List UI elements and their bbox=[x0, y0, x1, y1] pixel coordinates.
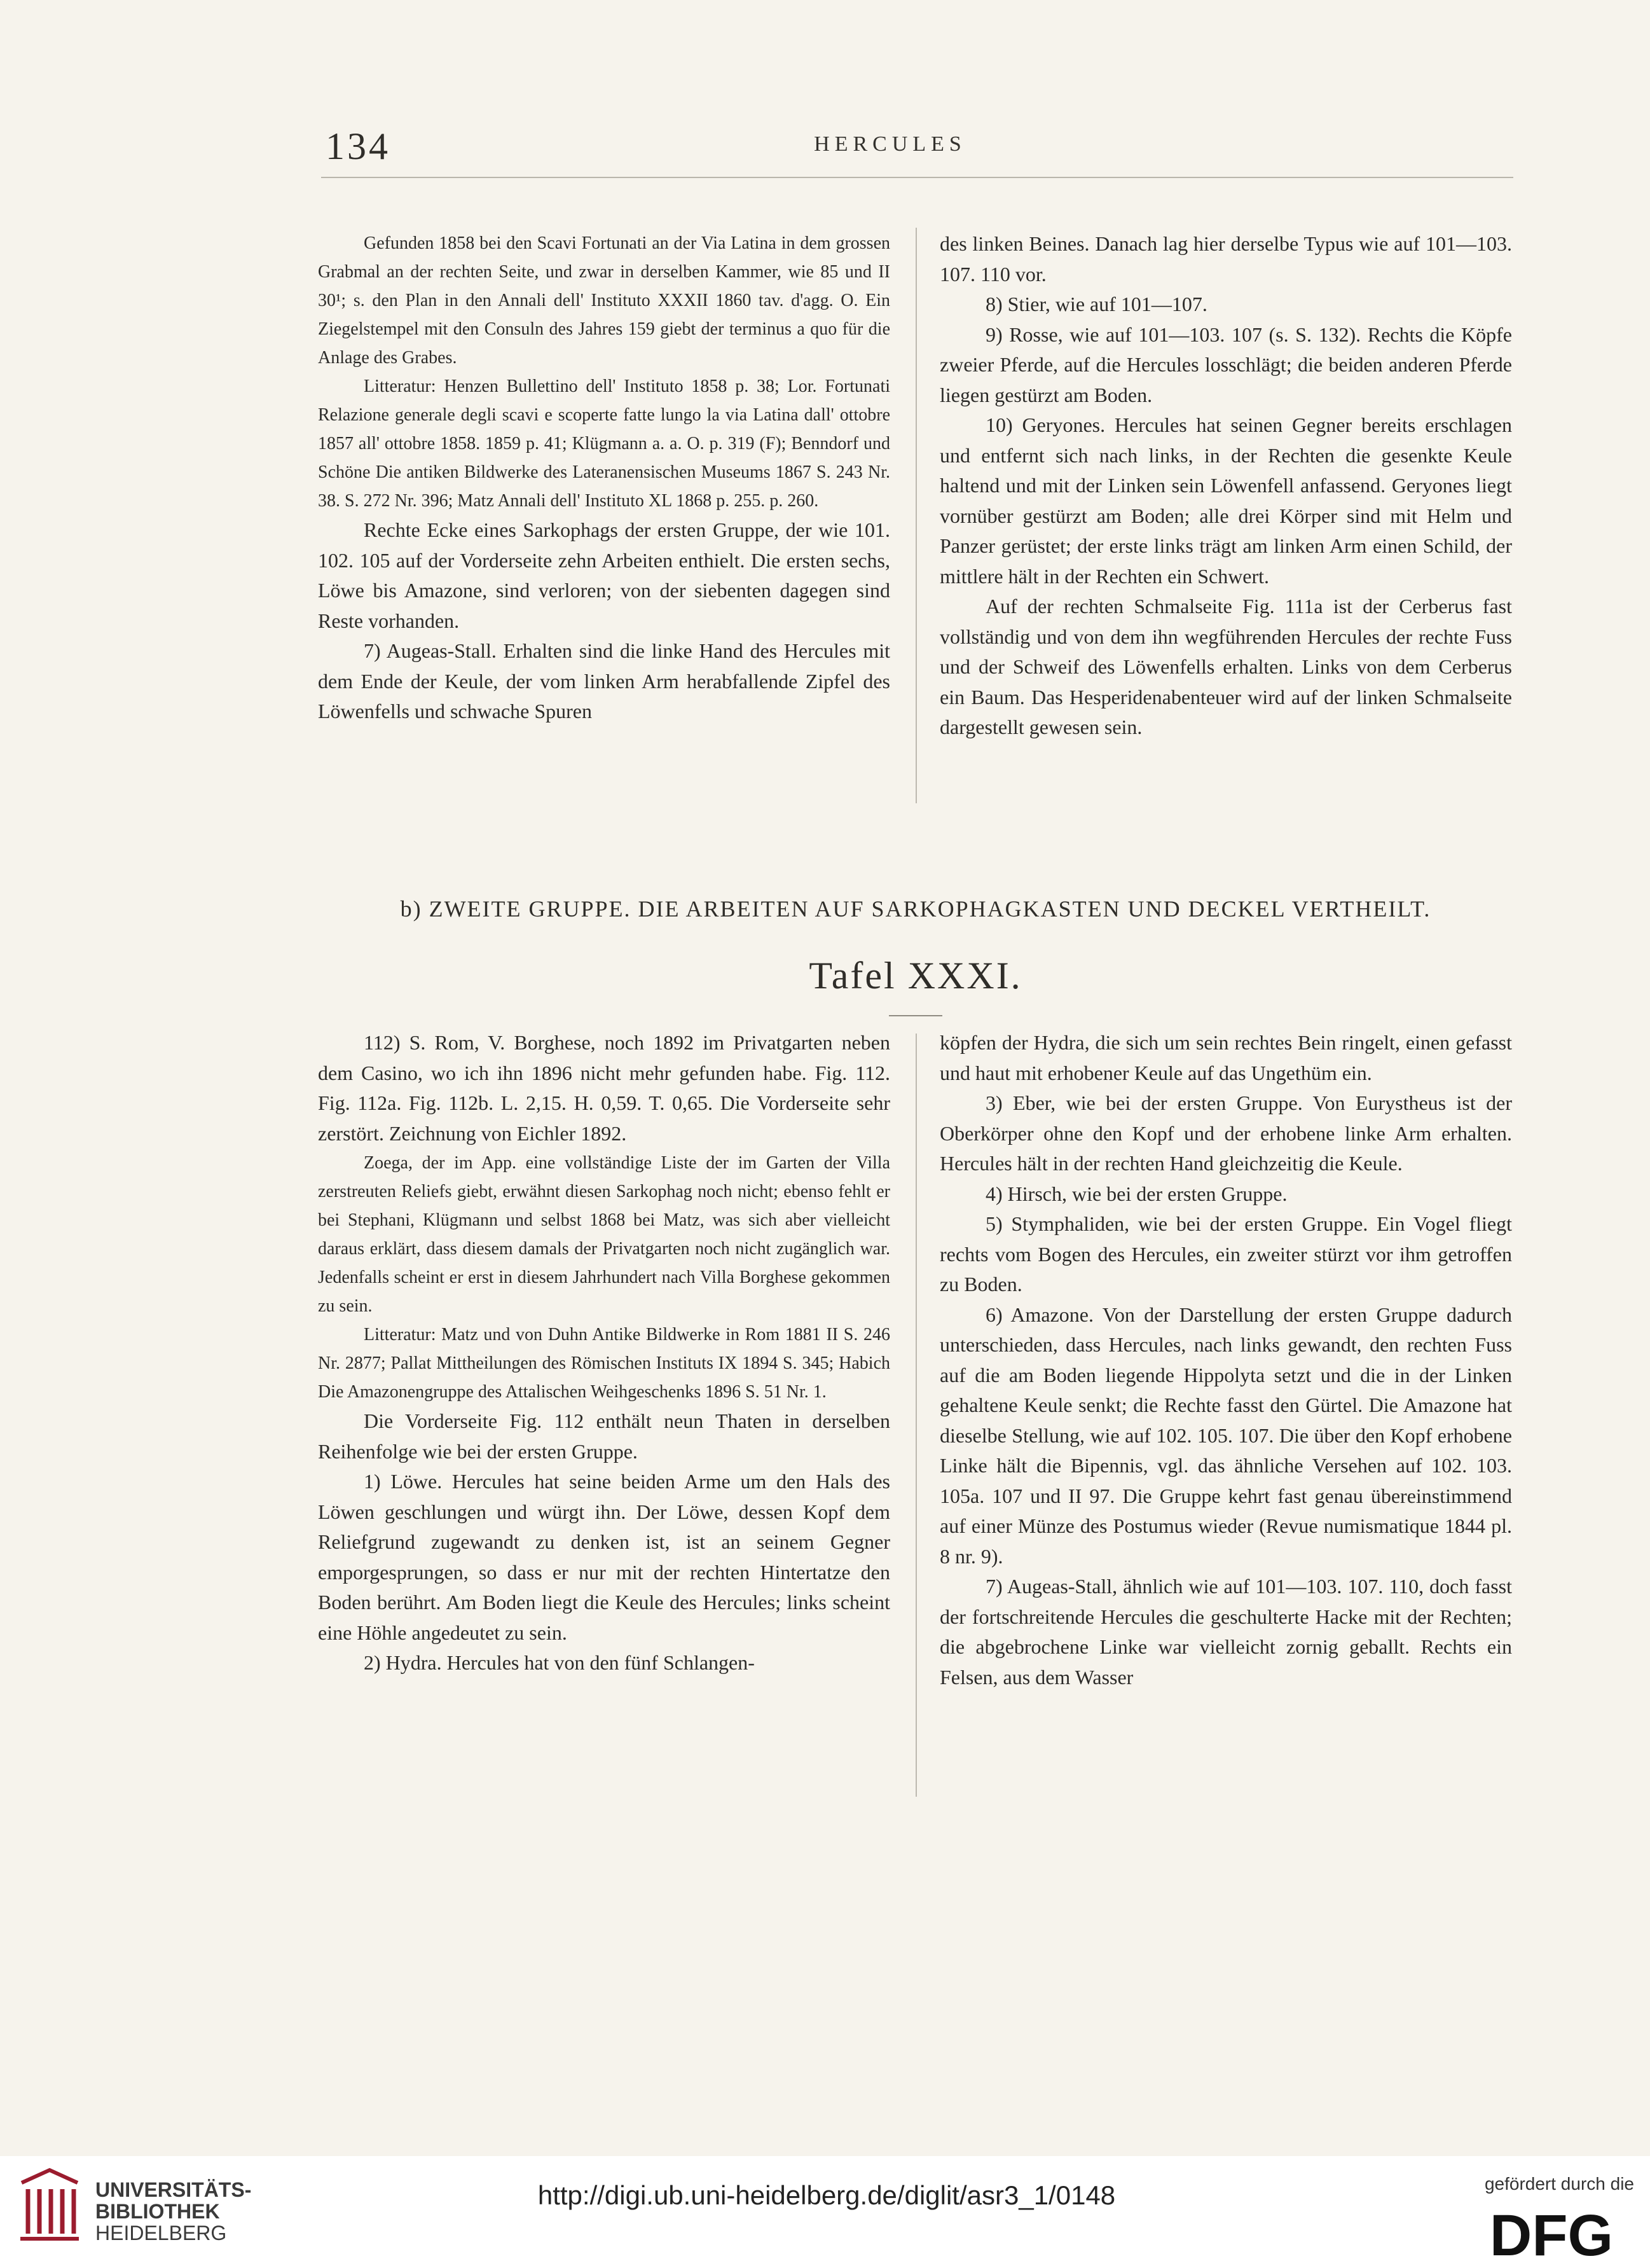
running-title: HERCULES bbox=[814, 132, 966, 156]
paragraph: 2) Hydra. Hercules hat von den fünf Schlangen- bbox=[364, 1651, 755, 1674]
dfg-logo-icon[interactable] bbox=[1469, 2208, 1634, 2260]
library-name-line: UNIVERSITÄTS- bbox=[95, 2178, 252, 2201]
paragraph: köpfen der Hydra, die sich um sein rechtes Bein ringelt, einen gefasst und haut mit erhobener Keule auf das Ungethüm ein. bbox=[940, 1031, 1512, 1084]
column-separator bbox=[916, 228, 917, 803]
paragraph: Litteratur: Henzen Bullettino dell' Instituto 1858 p. 38; Lor. Fortunati Relazione generale degli scavi e scoperte fatte lungo la via Latina dall' ottobre 1857 all' ottobre 1858. 1859 p. 41; Klügmann a. a. O. p. 319 (F); Benndorf und Schöne Die antiken Bildwerke des Lateranensischen Museums 1867 S. 243 Nr. 38. S. 272 Nr. 396; Matz Annali dell' Instituto XL 1868 p. 255. p. 260. bbox=[318, 377, 890, 511]
column-bottom-left bbox=[318, 1028, 890, 1678]
section-heading: b) ZWEITE GRUPPE. DIE ARBEITEN AUF SARKOPHAGKASTEN UND DECKEL VERTHEILT. bbox=[400, 896, 1431, 922]
paragraph: 8) Stier, wie auf 101—107. bbox=[986, 293, 1207, 315]
column-separator bbox=[916, 1034, 917, 1797]
page-header bbox=[0, 0, 1650, 191]
column-top-right bbox=[940, 229, 1512, 743]
viewer-footer bbox=[0, 2156, 1650, 2268]
dfg-logo-text: DFG bbox=[1489, 2208, 1614, 2260]
plate-title: Tafel XXXI. bbox=[809, 955, 1022, 997]
paragraph: 5) Stymphaliden, wie bei der ersten Gruppe. Ein Vogel fliegt rechts vom Bogen des Hercules, ein zweiter stürzt vor ihm getroffen zu Boden. bbox=[940, 1212, 1512, 1296]
funded-by-label: gefördert durch die bbox=[1484, 2174, 1634, 2194]
paragraph: 10) Geryones. Hercules hat seinen Gegner bereits erschlagen und entfernt sich nach links, in der Rechten die gesenkte Keule haltend und mit der Linken sein Löwenfell anfassend. Geryones liegt vornüber gestürzt am Boden; alle drei Körper sind mit Helm und Panzer gerüstet; der erste links trägt am linken Arm einen Schild, der mittlere hält in der Rechten ein Schwert. bbox=[940, 413, 1512, 588]
paragraph: 7) Augeas-Stall, ähnlich wie auf 101—103. 107. 110, doch fasst der fortschreitende Hercules die geschulterte Hacke mit der Rechten; die abgebrochene Linke war vielleicht zornig geballt. Rechts ein Felsen, aus dem Wasser bbox=[940, 1575, 1512, 1689]
paragraph: 1) Löwe. Hercules hat seine beiden Arme um den Hals des Löwen geschlungen und würgt ihn. Der Löwe, dessen Kopf dem Reliefgrund zugewandt zu denken ist, ist an seinem Gegner emporgesprungen, so dass er nur mit der rechten Hintertatze den Boden berührt. Am Boden liegt die Keule des Hercules; links scheint eine Höhle angedeutet zu sein. bbox=[318, 1470, 890, 1644]
paragraph: 6) Amazone. Von der Darstellung der ersten Gruppe dadurch unterschieden, dass Hercules, nach links gewandt, den rechten Fuss auf die am Boden liegende Hippolyta setzt und die in der Linken gehaltene Keule senkt; die Rechte fasst den Gürtel. Die Amazone hat dieselbe Stellung, wie auf 102. 105. 107. Die über den Kopf erhobene Linke hält die Bipennis, vgl. das ähnliche Versehen auf 102. 103. 105a. 107 und II 97. Die Gruppe kehrt fast genau übereinstimmend auf einer Münze des Postumus wieder (Revue numismatique 1844 pl. 8 nr. 9). bbox=[940, 1303, 1512, 1568]
library-logo-icon[interactable] bbox=[17, 2168, 83, 2243]
paragraph: Rechte Ecke eines Sarkophags der ersten Gruppe, der wie 101. 102. 105 auf der Vorderseite zehn Arbeiten enthielt. Die ersten sechs, Löwe bis Amazone, sind verloren; von der siebenten dagegen sind Reste vorhanden. bbox=[318, 518, 890, 632]
library-name-line: HEIDELBERG bbox=[95, 2222, 227, 2244]
plate-rule bbox=[889, 1015, 942, 1016]
permalink-url[interactable]: http://digi.ub.uni-heidelberg.de/diglit/asr3_1/0148 bbox=[537, 2180, 1116, 2210]
paragraph: 9) Rosse, wie auf 101—103. 107 (s. S. 132). Rechts die Köpfe zweier Pferde, auf die Hercules losschlägt; die beiden anderen Pferde liegen gestürzt am Boden. bbox=[940, 322, 1512, 406]
page-number: 134 bbox=[326, 125, 390, 167]
library-name-line: BIBLIOTHEK bbox=[95, 2200, 220, 2223]
paragraph: Litteratur: Matz und von Duhn Antike Bildwerke in Rom 1881 II S. 246 Nr. 2877; Pallat Mittheilungen des Römischen Instituts IX 1894 S. 345; Habich Die Amazonengruppe des Attalischen Weihgeschenks 1896 S. 51 Nr. 1. bbox=[318, 1325, 890, 1402]
paragraph: des linken Beines. Danach lag hier derselbe Typus wie auf 101—103. 107. 110 vor. bbox=[940, 232, 1512, 286]
paragraph: Die Vorderseite Fig. 112 enthält neun Thaten in derselben Reihenfolge wie bei der ersten Gruppe. bbox=[318, 1409, 890, 1463]
column-top-left bbox=[318, 229, 890, 727]
paragraph: 4) Hirsch, wie bei der ersten Gruppe. bbox=[986, 1182, 1288, 1205]
header-rule bbox=[321, 177, 1513, 178]
column-bottom-right bbox=[940, 1028, 1512, 1692]
paragraph: 7) Augeas-Stall. Erhalten sind die linke Hand des Hercules mit dem Ende der Keule, der vom linken Arm herabfallende Zipfel des Löwenfells und schwache Spuren bbox=[318, 639, 890, 723]
paragraph: Auf der rechten Schmalseite Fig. 111a ist der Cerberus fast vollständig und von dem ihn wegführenden Hercules der rechte Fuss und der Schweif des Löwenfells erhalten. Links von dem Cerberus ein Baum. Das Hesperidenabenteuer wird auf der linken Schmalseite dargestellt gewesen sein. bbox=[940, 595, 1512, 738]
paragraph: Gefunden 1858 bei den Scavi Fortunati an der Via Latina in dem grossen Grabmal an der rechten Seite, und zwar in derselben Kammer, wie 85 und II 30¹; s. den Plan in den Annali dell' Instituto XXXII 1860 tav. d'agg. O. Ein Ziegelstempel mit den Consuln des Jahres 159 giebt der terminus a quo für die Anlage des Grabes. bbox=[318, 233, 890, 368]
paragraph: 3) Eber, wie bei der ersten Gruppe. Von Eurystheus ist der Oberkörper ohne den Kopf und der erhobene linke Arm erhalten. Hercules hält in der rechten Hand gleichzeitig die Keule. bbox=[940, 1091, 1512, 1175]
library-name[interactable] bbox=[95, 2179, 251, 2244]
paragraph: Zoega, der im App. eine vollständige Liste der im Garten der Villa zerstreuten Reliefs giebt, erwähnt diesen Sarkophag noch nicht; ebenso fehlt er bei Stephani, Klügmann und selbst 1868 bei Matz, was sich aber vielleicht daraus erklärt, dass diesem damals der Privatgarten noch nicht zugänglich war. Jedenfalls scheint er erst in diesem Jahrhundert nach Villa Borghese gekommen zu sein. bbox=[318, 1153, 890, 1316]
paragraph: 112) S. Rom, V. Borghese, noch 1892 im Privatgarten neben dem Casino, wo ich ihn 1896 nicht mehr gefunden habe. Fig. 112. Fig. 112a. Fig. 112b. L. 2,15. H. 0,59. T. 0,65. Die Vorderseite sehr zerstört. Zeichnung von Eichler 1892. bbox=[318, 1031, 890, 1145]
